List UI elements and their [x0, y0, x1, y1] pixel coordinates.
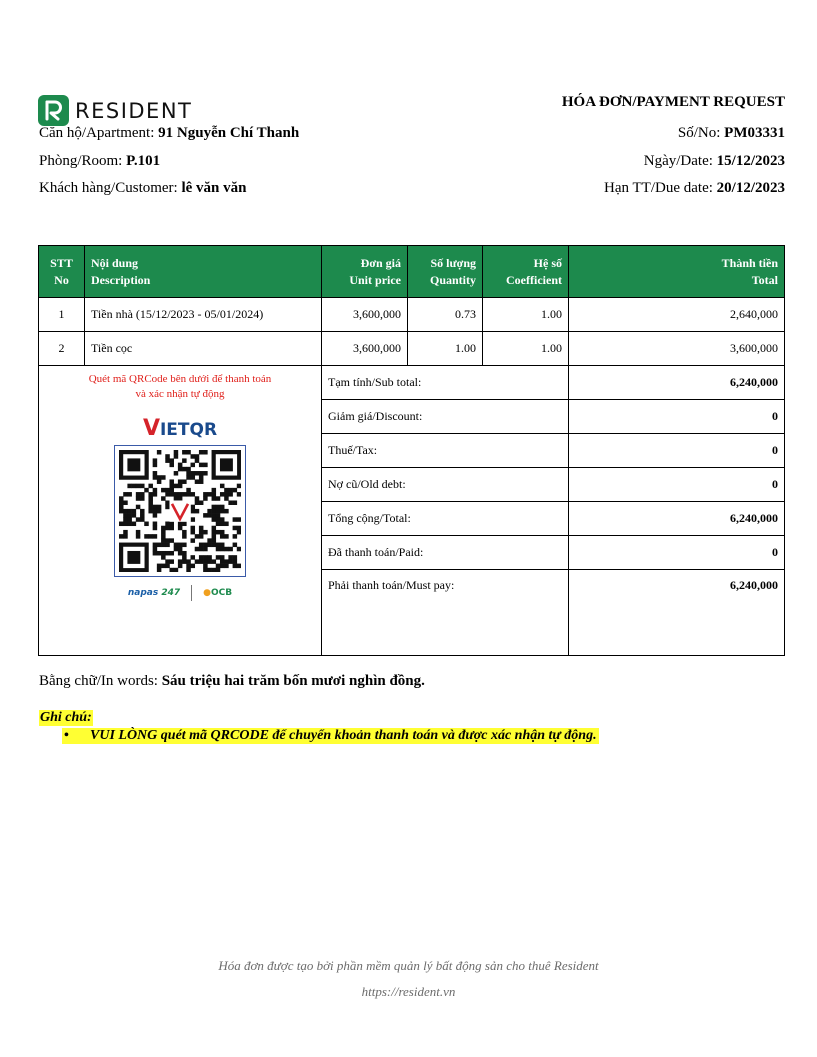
- summary-label: Giảm giá/Discount:: [322, 400, 569, 434]
- brand-name: RESIDENT: [75, 98, 193, 123]
- invoice-date-value: 15/12/2023: [716, 153, 785, 169]
- row-coefficient: 1.00: [483, 298, 569, 332]
- amount-in-words: [39, 673, 425, 690]
- bank-logos: [45, 585, 315, 601]
- table-header-row: [39, 246, 785, 298]
- row-total: 3,600,000: [569, 332, 785, 366]
- apartment-value: 91 Nguyễn Chí Thanh: [158, 125, 300, 141]
- summary-label: Nợ cũ/Old debt:: [322, 468, 569, 502]
- footer-link[interactable]: https://resident.vn: [361, 984, 456, 999]
- row-unit-price: 3,600,000: [322, 298, 408, 332]
- col-quantity-header: Số lượng Quantity: [408, 246, 483, 298]
- resident-logo-icon: [38, 95, 69, 126]
- invoice-number-value: PM03331: [724, 125, 785, 141]
- room-line: [39, 153, 160, 170]
- due-date-value: 20/12/2023: [716, 180, 785, 196]
- row-description: Tiền nhà (15/12/2023 - 05/01/2024): [85, 298, 322, 332]
- table-row: [39, 298, 785, 332]
- customer-value: lê văn văn: [181, 180, 247, 196]
- summary-value: 0: [569, 400, 785, 434]
- row-no: 2: [39, 332, 85, 366]
- row-quantity: 1.00: [408, 332, 483, 366]
- invoice-date-line: [644, 153, 785, 170]
- note-item: [62, 728, 599, 744]
- summary-row-subtotal: [39, 366, 785, 400]
- apartment-line: [39, 125, 299, 142]
- footer-credit: Hóa đơn được tạo bởi phần mềm quản lý bất động sản cho thuê Resident: [218, 958, 599, 973]
- note-text: VUI LÒNG quét mã QRCODE để chuyển khoản thanh toán và được xác nhận tự động.: [90, 728, 597, 743]
- table-row: [39, 332, 785, 366]
- invoice-table: [38, 245, 785, 656]
- words-value: Sáu triệu hai trăm bốn mươi nghìn đồng.: [161, 673, 425, 689]
- customer-label: Khách hàng/Customer:: [39, 180, 182, 196]
- summary-value: 0: [569, 536, 785, 570]
- summary-value: 0: [569, 468, 785, 502]
- invoice-date-label: Ngày/Date:: [643, 153, 717, 169]
- room-value: P.101: [126, 153, 161, 169]
- customer-line: [39, 180, 247, 197]
- due-date-line: [604, 180, 785, 197]
- row-coefficient: 1.00: [483, 332, 569, 366]
- napas-logo: napas 247: [127, 588, 181, 598]
- invoice-number-label: Số/No:: [677, 125, 725, 141]
- note-title: Ghi chú:: [40, 710, 92, 725]
- summary-value: 6,240,000: [569, 502, 785, 536]
- row-description: Tiền cọc: [85, 332, 322, 366]
- words-label: Bằng chữ/In words:: [39, 673, 162, 689]
- row-quantity: 0.73: [408, 298, 483, 332]
- qr-code-icon: [119, 450, 241, 572]
- brand-logo: [38, 95, 192, 126]
- payment-qr-code[interactable]: [114, 445, 246, 577]
- summary-label: Thuế/Tax:: [322, 434, 569, 468]
- row-no: 1: [39, 298, 85, 332]
- row-unit-price: 3,600,000: [322, 332, 408, 366]
- ocb-logo: ●OCB: [203, 588, 233, 598]
- col-total-header: Thành tiền Total: [569, 246, 785, 298]
- col-unit-price-header: Đơn giá Unit price: [322, 246, 408, 298]
- summary-label: Đã thanh toán/Paid:: [322, 536, 569, 570]
- logo-divider: [191, 585, 192, 601]
- col-no-header: STT No: [39, 246, 85, 298]
- bullet-icon: •: [64, 728, 69, 743]
- vietqr-logo: VIETQR: [142, 416, 218, 441]
- summary-value: 6,240,000: [569, 366, 785, 400]
- summary-label: Tổng cộng/Total:: [322, 502, 569, 536]
- summary-label: Phải thanh toán/Must pay:: [322, 570, 569, 656]
- room-label: Phòng/Room:: [39, 153, 127, 169]
- summary-value: 0: [569, 434, 785, 468]
- apartment-label: Căn hộ/Apartment:: [39, 125, 159, 141]
- invoice-title: HÓA ĐƠN/PAYMENT REQUEST: [561, 94, 785, 110]
- qr-instruction: Quét mã QRCode bên dưới để thanh toán và xác nhận tự động: [88, 373, 272, 400]
- col-description-header: Nội dung Description: [85, 246, 322, 298]
- due-date-label: Hạn TT/Due date:: [604, 180, 717, 196]
- row-total: 2,640,000: [569, 298, 785, 332]
- summary-value: 6,240,000: [569, 570, 785, 656]
- summary-label: Tạm tính/Sub total:: [322, 366, 569, 400]
- qr-payment-panel: [39, 366, 322, 656]
- col-coefficient-header: Hệ số Coefficient: [483, 246, 569, 298]
- invoice-number-line: [678, 125, 785, 142]
